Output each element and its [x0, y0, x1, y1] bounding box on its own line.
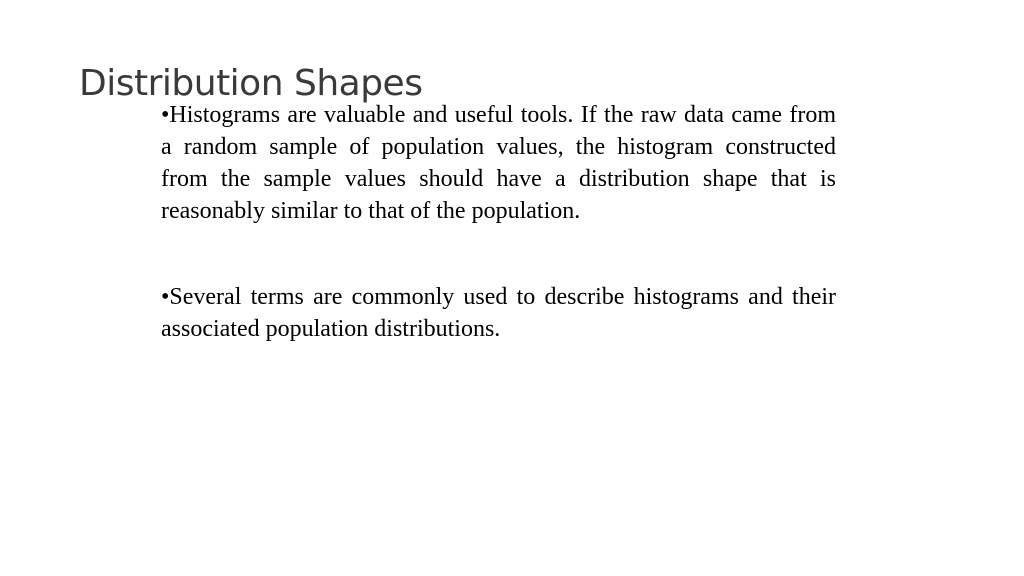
bullet-histograms-useful: •Histograms are valuable and useful tools. If the raw data came from a random sample of population values, the histogram constructed from the sample values should have a distribution shape that is reasonably similar to that of the population. [161, 102, 836, 224]
bullet-list [161, 99, 836, 345]
slide-title: Distribution Shapes [79, 63, 423, 104]
bullet-terms-describe: •Several terms are commonly used to describe histograms and their associated population distributions. [161, 284, 836, 342]
